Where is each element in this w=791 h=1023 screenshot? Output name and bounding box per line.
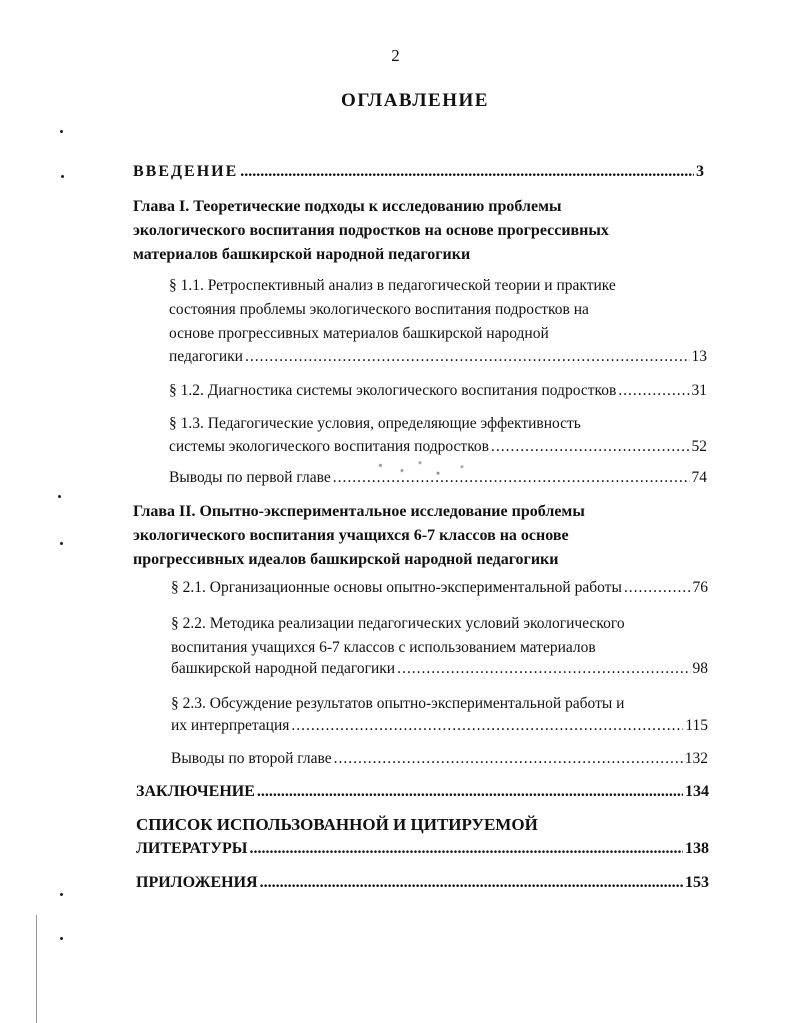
toc-label: СПИСОК ИСПОЛЬЗОВАННОЙ И ЦИТИРУЕМОЙ xyxy=(136,815,538,834)
dot-leader xyxy=(491,438,689,456)
toc-entry-introduction xyxy=(133,163,704,181)
toc-section-1-3 xyxy=(169,412,709,436)
toc-label: ЗАКЛЮЧЕНИЕ xyxy=(136,783,255,800)
toc-page: 31 xyxy=(691,382,707,399)
toc-page: 13 xyxy=(691,348,707,365)
toc-label: ПРИЛОЖЕНИЯ xyxy=(136,874,258,891)
toc-label: Выводы по второй главе xyxy=(171,750,332,767)
dot-leader xyxy=(260,874,683,892)
dot-leader xyxy=(240,163,694,181)
scan-speck xyxy=(58,495,61,498)
section-line: башкирской народной педагогики xyxy=(171,660,396,677)
chapter-line: прогрессивных идеалов башкирской народной педагогики xyxy=(133,551,559,568)
toc-entry-references xyxy=(136,840,709,858)
toc-section-2-2-last xyxy=(171,660,708,678)
toc-page: 134 xyxy=(685,783,709,800)
scan-noise xyxy=(366,455,486,481)
dot-leader xyxy=(291,717,683,735)
chapter-line: экологического воспитания подростков на основе прогрессивных xyxy=(133,222,609,239)
toc-label: ЛИТЕРАТУРЫ xyxy=(136,840,248,857)
dot-leader xyxy=(257,783,683,801)
section-line: § 2.2. Методика реализации педагогических условий экологического xyxy=(171,615,625,632)
scan-speck xyxy=(60,542,63,545)
toc-page: 132 xyxy=(684,750,708,767)
toc-section-2-3-last xyxy=(171,717,708,735)
chapter-line: Глава II. Опытно-экспериментальное исследование проблемы xyxy=(133,503,585,520)
section-line: § 1.2. Диагностика системы экологического воспитания подростков xyxy=(169,382,617,399)
dot-leader xyxy=(334,750,683,768)
toc-page: 153 xyxy=(685,874,709,891)
toc-section-2-2 xyxy=(171,612,711,660)
toc-chapter-2 xyxy=(133,500,677,572)
toc-entry-appendices xyxy=(136,874,709,892)
toc-section-1-1 xyxy=(169,274,709,346)
toc-page: 74 xyxy=(691,469,707,486)
toc-page: 3 xyxy=(696,163,704,180)
dot-leader xyxy=(618,382,689,400)
toc-page: 138 xyxy=(685,840,709,857)
section-line: основе прогрессивных материалов башкирской народной xyxy=(169,325,549,342)
scan-speck xyxy=(60,937,63,940)
toc-chapter-1 xyxy=(133,195,673,267)
scan-edge-line xyxy=(36,915,37,1023)
toc-conclusion-chapter-2 xyxy=(171,750,708,768)
section-line: § 1.3. Педагогические условия, определяющие эффективность xyxy=(169,415,581,432)
section-line: § 2.3. Обсуждение результатов опытно-экспериментальной работы и xyxy=(171,695,625,712)
page-number: 2 xyxy=(391,46,400,65)
toc-section-2-3 xyxy=(171,692,711,716)
toc-section-2-1 xyxy=(171,579,708,597)
toc-page: 98 xyxy=(692,660,708,677)
toc-page: 76 xyxy=(692,579,708,596)
section-line: педагогики xyxy=(169,348,243,365)
section-line: § 1.1. Ретроспективный анализ в педагогической теории и практике xyxy=(169,277,616,294)
section-line: системы экологического воспитания подростков xyxy=(169,438,490,455)
dot-leader xyxy=(397,660,690,678)
scan-speck xyxy=(60,893,63,896)
toc-label: ВВЕДЕНИЕ xyxy=(133,163,239,180)
toc-section-1-3-last xyxy=(169,438,707,456)
toc-label: Выводы по первой главе xyxy=(169,469,331,486)
toc-page: 52 xyxy=(691,438,707,455)
chapter-line: материалов башкирской народной педагогики xyxy=(133,246,471,263)
section-line: состояния проблемы экологического воспитания подростков на xyxy=(169,301,589,318)
dot-leader xyxy=(249,840,683,858)
section-line: § 2.1. Организационные основы опытно-экспериментальной работы xyxy=(171,579,622,596)
page-title: ОГЛАВЛЕНИЕ xyxy=(341,90,489,111)
toc-section-1-1-last xyxy=(169,348,707,366)
section-line: воспитания учащихся 6-7 классов с использованием материалов xyxy=(171,639,596,656)
scan-speck xyxy=(60,130,63,133)
scan-speck xyxy=(61,175,64,178)
chapter-line: экологического воспитания учащихся 6-7 классов на основе xyxy=(133,527,569,544)
toc-references-line1 xyxy=(136,815,636,835)
section-line: их интерпретация xyxy=(171,717,290,734)
dot-leader xyxy=(624,579,691,597)
toc-section-1-2 xyxy=(169,382,707,400)
dot-leader xyxy=(245,348,690,366)
chapter-line: Глава I. Теоретические подходы к исследованию проблемы xyxy=(133,198,562,215)
toc-page: 115 xyxy=(685,717,708,734)
toc-entry-conclusion xyxy=(136,783,709,801)
